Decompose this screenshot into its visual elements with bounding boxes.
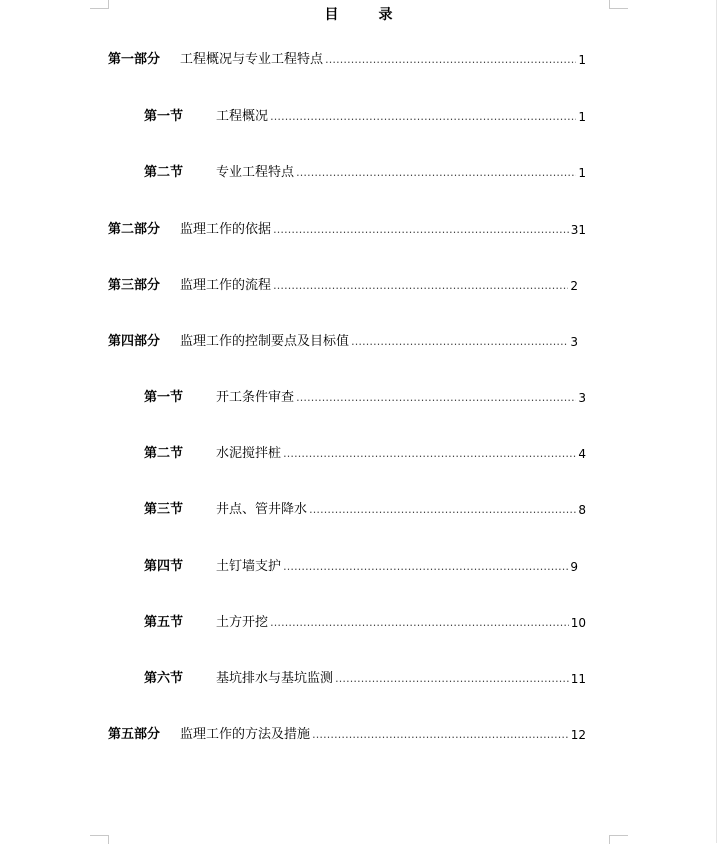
toc-entry-heading: 井点、管井降水 xyxy=(216,502,308,517)
toc-entry[interactable] xyxy=(108,220,586,240)
toc-entry-page: 1 xyxy=(578,166,586,180)
toc-entry-page: 12 xyxy=(570,728,586,742)
toc-entry-label: 第四节 xyxy=(144,559,184,574)
toc-entry-heading: 水泥搅拌桩 xyxy=(216,446,282,461)
toc-entry-page: 8 xyxy=(578,503,586,517)
toc-entry-page: 11 xyxy=(570,672,586,686)
toc-entry[interactable] xyxy=(108,276,578,296)
toc-title xyxy=(0,4,717,26)
toc-title-char-1: 目 xyxy=(324,7,339,23)
toc-entry[interactable] xyxy=(144,557,578,577)
toc-entry-heading: 监理工作的流程 xyxy=(180,278,272,293)
toc-entry-heading: 土钉墙支护 xyxy=(216,559,282,574)
toc-entry[interactable] xyxy=(108,332,578,352)
toc-entry-page: 9 xyxy=(570,560,578,574)
toc-entry-label: 第一部分 xyxy=(108,52,161,67)
toc-entry-heading: 监理工作的方法及措施 xyxy=(180,727,311,742)
toc-entry[interactable] xyxy=(144,163,586,183)
dot-leader xyxy=(335,669,569,689)
toc-entry-label: 第三节 xyxy=(144,502,184,517)
dot-leader xyxy=(270,613,569,633)
toc-entry-page: 1 xyxy=(578,110,586,124)
dot-leader xyxy=(325,50,576,70)
toc-entry-label: 第六节 xyxy=(144,671,184,686)
dot-leader xyxy=(296,388,576,408)
toc-entry-heading: 监理工作的依据 xyxy=(180,222,272,237)
toc-entry-heading: 工程概况与专业工程特点 xyxy=(180,52,324,67)
dot-leader xyxy=(312,725,569,745)
toc-entry[interactable] xyxy=(144,613,586,633)
toc-entry-label: 第五节 xyxy=(144,615,184,630)
toc-entry[interactable] xyxy=(144,388,586,408)
toc-entry-page: 3 xyxy=(570,335,578,349)
toc-entry-label: 第二节 xyxy=(144,446,184,461)
dot-leader xyxy=(351,332,568,352)
toc-entry-heading: 工程概况 xyxy=(216,109,269,124)
toc-entry-label: 第五部分 xyxy=(108,727,161,742)
toc-entry[interactable] xyxy=(108,50,586,70)
dot-leader xyxy=(273,276,568,296)
toc-entry-label: 第一节 xyxy=(144,390,184,405)
toc-entry-page: 2 xyxy=(570,279,578,293)
dot-leader xyxy=(309,500,576,520)
toc-entry-page: 4 xyxy=(578,447,586,461)
toc-entry[interactable] xyxy=(144,107,586,127)
dot-leader xyxy=(283,444,576,464)
toc-entry-label: 第三部分 xyxy=(108,278,161,293)
dot-leader xyxy=(273,220,569,240)
toc-entry-heading: 土方开挖 xyxy=(216,615,269,630)
toc-entry-page: 1 xyxy=(578,53,586,67)
dot-leader xyxy=(270,107,576,127)
toc-entry[interactable] xyxy=(144,500,586,520)
toc-entry-heading: 监理工作的控制要点及目标值 xyxy=(180,334,350,349)
toc-entry-label: 第二部分 xyxy=(108,222,161,237)
toc-entry-heading: 专业工程特点 xyxy=(216,165,295,180)
toc-entry[interactable] xyxy=(108,725,586,745)
toc-entry-page: 10 xyxy=(570,616,586,630)
toc-entry-page: 3 xyxy=(578,391,586,405)
toc-entry-page: 31 xyxy=(570,223,586,237)
toc-entry-label: 第一节 xyxy=(144,109,184,124)
toc-entry-heading: 开工条件审查 xyxy=(216,390,295,405)
dot-leader xyxy=(296,163,576,183)
toc-entry-label: 第四部分 xyxy=(108,334,161,349)
toc-entry[interactable] xyxy=(144,669,586,689)
dot-leader xyxy=(283,557,568,577)
toc-entry-label: 第二节 xyxy=(144,165,184,180)
toc-entry-heading: 基坑排水与基坑监测 xyxy=(216,671,334,686)
toc-entry[interactable] xyxy=(144,444,586,464)
toc-title-char-2: 录 xyxy=(378,7,393,23)
